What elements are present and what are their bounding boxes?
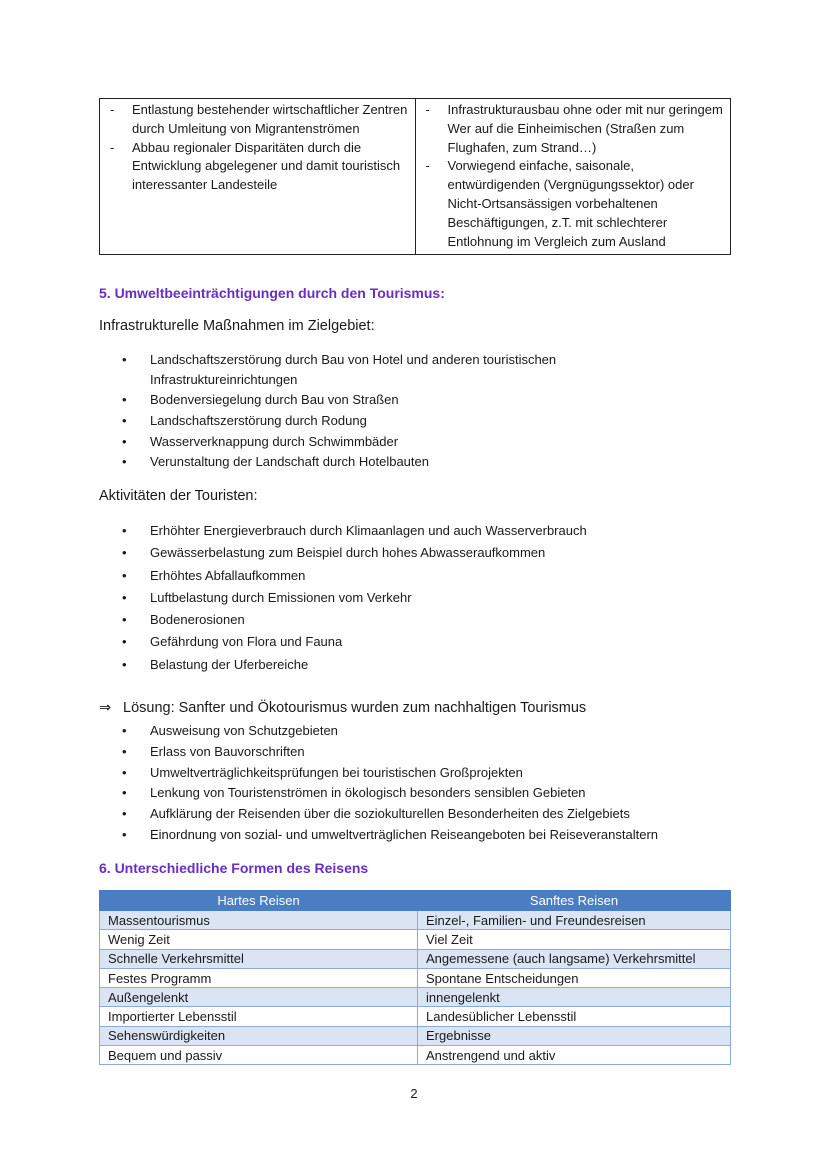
table-row: Massentourismus Einzel-, Familien- und Freundesreisen xyxy=(100,911,731,930)
list-item: • Gefährdung von Flora und Fauna xyxy=(122,634,343,650)
list-item: • Bodenversiegelung durch Bau von Straßen xyxy=(122,392,399,407)
list-item: • Belastung der Uferbereiche xyxy=(122,656,309,672)
list-item: • Umweltverträglichkeitsprüfungen bei touristischen Großprojekten xyxy=(122,764,523,780)
table-row: Festes Programm Spontane Entscheidungen xyxy=(100,968,731,987)
effects-table xyxy=(99,98,731,255)
column-header: Sanftes Reisen xyxy=(418,891,731,911)
table-row: Importierter Lebensstil Landesüblicher Lebensstil xyxy=(100,1007,731,1026)
table-row: Bequem und passiv Anstrengend und aktiv xyxy=(100,1046,731,1065)
table-row: Schnelle Verkehrsmittel Angemessene (auch langsame) Verkehrsmittel xyxy=(100,949,731,968)
column-header: Hartes Reisen xyxy=(100,891,418,911)
activities-list xyxy=(122,520,587,676)
solution-line xyxy=(99,700,586,716)
list-item: • Landschaftszerstörung durch Rodung xyxy=(122,412,367,428)
page-number: 2 xyxy=(410,1086,418,1101)
list-item: • Aufklärung der Reisenden über die soziokulturellen Besonderheiten des Zielgebiets xyxy=(122,806,630,822)
implies-arrow-icon: ⇒ xyxy=(99,700,112,716)
list-item: • Erhöhter Energieverbrauch durch Klimaanlagen und auch Wasserverbrauch xyxy=(122,523,587,538)
list-item: • Luftbelastung durch Emissionen vom Verkehr xyxy=(122,589,412,605)
effects-table-right-cell xyxy=(415,99,731,255)
list-item: • Verunstaltung der Landschaft durch Hotelbauten xyxy=(122,454,429,470)
list-item: • Wasserverknappung durch Schwimmbäder xyxy=(122,433,399,449)
effects-table-left-cell xyxy=(100,99,416,255)
solution-list xyxy=(122,721,658,846)
infra-list xyxy=(122,350,622,473)
table-row: Außengelenkt innengelenkt xyxy=(100,988,731,1007)
list-item: • Ausweisung von Schutzgebieten xyxy=(122,723,338,738)
list-item: • Landschaftszerstörung durch Bau von Hotel und anderen touristischen Infrastruktureinrichtungen xyxy=(122,352,557,387)
activities-lead: Aktivitäten der Touristen: xyxy=(99,488,258,504)
list-item: • Lenkung von Touristenströmen in ökologisch besonders sensiblen Gebieten xyxy=(122,785,586,801)
list-item: • Bodenerosionen xyxy=(122,612,245,628)
list-item: - Entlastung bestehender wirtschaftlicher Zentren durch Umleitung von Migrantenströmen xyxy=(110,102,408,136)
list-item: - Vorwiegend einfache, saisonale, entwürdigenden (Vergnügungssektor) oder Nicht-Ortsansässigen vorbehaltenen Beschäftigungen, z.T. mit schlechterer Entlohnung im Vergleich zum Ausland xyxy=(425,158,694,249)
solution-text: Lösung: Sanfter und Ökotourismus wurden zum nachhaltigen Tourismus xyxy=(123,700,587,716)
list-item: • Gewässerbelastung zum Beispiel durch hohes Abwasseraufkommen xyxy=(122,545,546,561)
travel-forms-table xyxy=(99,890,731,1065)
list-item: • Erhöhtes Abfallaufkommen xyxy=(122,567,306,583)
list-item: - Infrastrukturausbau ohne oder mit nur geringem Wer auf die Einheimischen (Straßen zum Flughafen, zum Strand…) xyxy=(425,102,723,155)
section-6-heading: 6. Unterschiedliche Formen des Reisens xyxy=(99,860,369,876)
table-row: Sehenswürdigkeiten Ergebnisse xyxy=(100,1026,731,1045)
infra-lead: Infrastrukturelle Maßnahmen im Zielgebiet: xyxy=(99,318,375,334)
list-item: • Einordnung von sozial- und umweltverträglichen Reiseangeboten bei Reiseveranstaltern xyxy=(122,826,659,842)
list-item: • Erlass von Bauvorschriften xyxy=(122,743,305,759)
section-5-heading: 5. Umweltbeeinträchtigungen durch den Tourismus: xyxy=(99,285,445,301)
table-row: Wenig Zeit Viel Zeit xyxy=(100,930,731,949)
list-item: - Abbau regionaler Disparitäten durch die Entwicklung abgelegener und damit touristisch interessanter Landesteile xyxy=(110,139,401,193)
